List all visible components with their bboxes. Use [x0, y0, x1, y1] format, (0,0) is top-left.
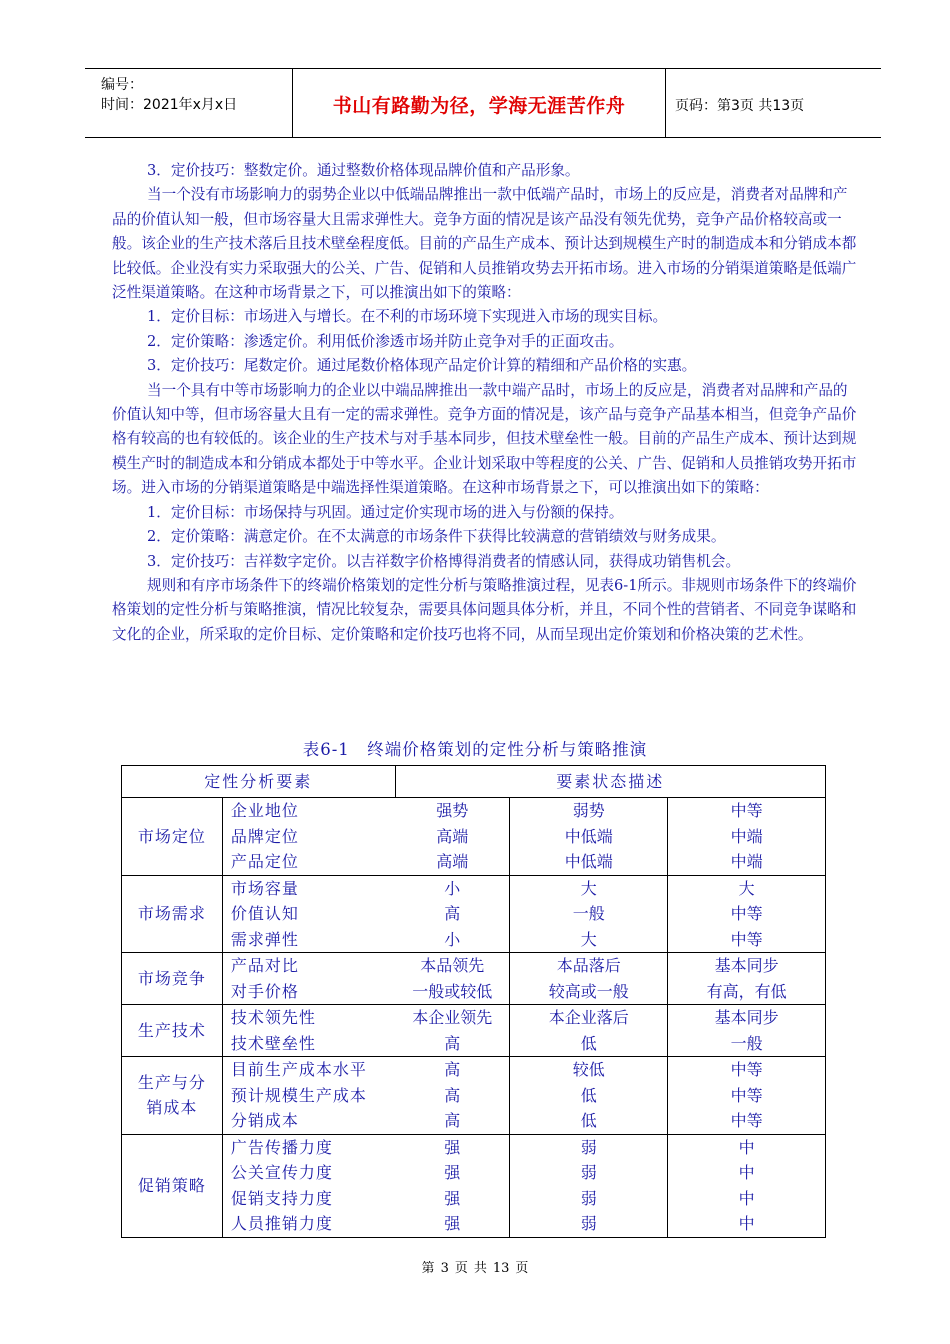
- factor-label-cell: [222, 798, 395, 876]
- footer-page-number: 3: [440, 1261, 449, 1276]
- group-name-cell: 市场竞争: [122, 953, 223, 1005]
- state-strong: 小: [444, 929, 461, 949]
- state-medium: 中: [738, 1188, 755, 1208]
- state-weak: 弱: [580, 1163, 597, 1182]
- factor-label: 技术壁垒性: [230, 1033, 316, 1053]
- state-weak: 低: [580, 1085, 597, 1105]
- state-medium: 中等: [730, 929, 763, 949]
- table-row: [122, 1057, 826, 1135]
- footer-total-pages: 13: [492, 1261, 510, 1276]
- state-strong: 高端: [436, 852, 469, 871]
- state-weak: 本品落后: [556, 956, 621, 975]
- factor-label: 品牌定位: [230, 826, 299, 846]
- group-name-cell: 促销策略: [122, 1134, 223, 1237]
- paragraph: 1．定价目标：市场保持与巩固。通过定价实现市场的进入与份额的保持。: [147, 503, 624, 521]
- table-header-right: 要素状态描述: [395, 766, 825, 798]
- factor-label: 市场容量: [230, 878, 299, 898]
- factor-label-cell: [222, 1005, 395, 1057]
- paragraph: 当一个没有市场影响力的弱势企业以中低端品牌推出一款中低端产品时，市场上的反应是，消费者对品牌和产品的价值认知一般，但市场容量大且需求弹性大。竞争方面的情况是该产品没有领先优势，竞争产品价格较高或一般。该企业的生产技术落后且技术壁垒程度低。目前的产品生产成本、预计达到规模生产时的制造成本和分销成本都比较低。企业没有实力采取强大的公关、广告、促销和人员推销攻势去开拓市场。进入市场的分销渠道策略是低端广泛性渠道策略。在这种市场背景之下，可以推演出如下的策略：: [112, 186, 857, 302]
- state-medium-cell: [668, 953, 826, 1005]
- state-strong: 一般或较低: [412, 981, 493, 1001]
- table-row: [122, 798, 826, 876]
- state-strong: 本品领先: [420, 956, 485, 975]
- state-medium: 中等: [730, 904, 763, 923]
- time-label: 时间：2021年x月x日: [101, 97, 238, 113]
- paragraph: 1．定价目标：市场进入与增长。在不利的市场环境下实现进入市场的现实目标。: [147, 308, 668, 326]
- factor-label: 分销成本: [230, 1111, 299, 1130]
- factor-label: 公关宣传力度: [230, 1163, 333, 1182]
- state-weak: 弱: [580, 1188, 597, 1208]
- paragraph: 当一个具有中等市场影响力的企业以中端品牌推出一款中端产品时，市场上的反应是，消费者对品牌和产品的价值认知中等，但市场容量大且有一定的需求弹性。竞争方面的情况是，该产品与竞争产品基本相当，但竞争产品价格有较高的也有较低的。该企业的生产技术与对手基本同步，但技术壁垒性一般。目前的产品生产成本、预计达到规模生产时的制造成本和分销成本都处于中等水平。企业计划采取中等程度的公关、广告、促销和人员推销攻势开拓市场。进入市场的分销渠道策略是中端选择性渠道策略。在这种市场背景之下，可以推演出如下的策略：: [112, 381, 857, 497]
- paragraph: 3．定价技巧：整数定价。通过整数价格体现品牌价值和产品形象。: [147, 162, 580, 179]
- state-weak: 弱势: [572, 801, 605, 820]
- state-weak: 低: [580, 1111, 597, 1130]
- paragraph: 2．定价策略：满意定价。在不太满意的市场条件下获得比较满意的营销绩效与财务成果。: [147, 528, 726, 546]
- paragraph: 3．定价技巧：尾数定价。通过尾数价格体现产品定价计算的精细和产品价格的实惠。: [147, 357, 697, 375]
- state-weak-cell: [510, 875, 668, 953]
- factor-label: 企业地位: [230, 801, 299, 820]
- factor-label: 促销支持力度: [230, 1188, 333, 1208]
- footer-word: 页: [515, 1261, 529, 1276]
- state-weak: 中低端: [564, 826, 613, 846]
- state-weak: 本企业落后: [548, 1008, 629, 1027]
- state-weak-cell: [510, 1057, 668, 1135]
- state-medium: 基本同步: [714, 956, 779, 975]
- state-weak: 弱: [580, 1137, 597, 1157]
- paragraph: 2．定价策略：渗透定价。利用低价渗透市场并防止竞争对手的正面攻击。: [147, 332, 624, 350]
- factor-label-cell: [222, 953, 395, 1005]
- serial-label: 编号：: [101, 77, 143, 93]
- factor-label: 需求弹性: [230, 929, 299, 949]
- table-header-row: [122, 766, 826, 798]
- state-medium-cell: [668, 1134, 826, 1237]
- paragraph: 规则和有序市场条件下的终端价格策划的定性分析与策略推演过程，见表6-1所示。非规则市场条件下的终端价格策划的定性分析与策略推演，情况比较复杂，需要具体问题具体分析，并且，不同个性的营销者、不同竞争谋略和文化的企业，所采取的定价目标、定价策略和定价技巧也将不同，从而呈现出定价策划和价格决策的艺术性。: [112, 576, 857, 643]
- group-name-cell: 市场定位: [122, 798, 223, 876]
- page-header: [85, 68, 881, 138]
- group-name-cell: 生产技术: [122, 1005, 223, 1057]
- state-strong-cell: [395, 798, 510, 876]
- state-strong-cell: [395, 875, 510, 953]
- factor-label: 预计规模生产成本: [230, 1085, 367, 1105]
- header-left-cell: [85, 69, 292, 137]
- factor-label-cell: [222, 1057, 395, 1135]
- factor-label: 产品对比: [230, 956, 299, 975]
- state-strong-cell: [395, 953, 510, 1005]
- state-strong: 高: [444, 1060, 461, 1079]
- footer-word: 共: [473, 1261, 487, 1276]
- state-strong: 本企业领先: [412, 1008, 493, 1027]
- state-medium: 中: [738, 1163, 755, 1182]
- header-motto-cell: [292, 69, 666, 137]
- header-right-cell: [665, 69, 881, 137]
- state-medium-cell: [668, 1005, 826, 1057]
- footer-word: 第: [421, 1261, 435, 1276]
- page-footer: [0, 1257, 950, 1276]
- table-row: [122, 1134, 826, 1237]
- state-medium: 基本同步: [714, 1008, 779, 1027]
- state-weak: 弱: [580, 1214, 597, 1233]
- state-weak: 大: [580, 878, 597, 898]
- state-strong: 强: [444, 1137, 461, 1157]
- state-strong: 强: [444, 1163, 461, 1182]
- state-weak: 较高或一般: [548, 981, 629, 1001]
- factor-label-cell: [222, 875, 395, 953]
- table-row: [122, 953, 826, 1005]
- state-strong-cell: [395, 1057, 510, 1135]
- group-name-line: 销成本: [146, 1098, 198, 1118]
- state-weak-cell: [510, 1005, 668, 1057]
- table-row: [122, 1005, 826, 1057]
- state-medium: 中等: [730, 1060, 763, 1079]
- state-medium: 中端: [730, 852, 763, 871]
- factor-label: 人员推销力度: [230, 1214, 333, 1233]
- state-strong: 高: [444, 1085, 461, 1105]
- factor-label: 目前生产成本水平: [230, 1060, 367, 1079]
- table-caption: 表6-1 终端价格策划的定性分析与策略推演: [302, 740, 648, 759]
- state-medium: 中等: [730, 1085, 763, 1105]
- state-medium: 中等: [730, 801, 763, 820]
- factor-label: 对手价格: [230, 981, 299, 1001]
- state-strong: 高端: [436, 826, 469, 846]
- state-strong: 强: [444, 1188, 461, 1208]
- group-name-cell: [122, 1057, 223, 1135]
- state-strong: 高: [444, 1033, 461, 1053]
- state-medium-cell: [668, 875, 826, 953]
- page-code: 页码：第3页 共13页: [675, 98, 805, 114]
- state-medium: 有高，有低: [706, 981, 787, 1001]
- state-weak: 一般: [572, 904, 605, 923]
- state-strong: 高: [444, 1111, 461, 1130]
- factor-label: 广告传播力度: [230, 1137, 333, 1157]
- state-strong: 强: [444, 1214, 461, 1233]
- body-text: [112, 159, 860, 647]
- table-header-left: 定性分析要素: [122, 766, 396, 798]
- group-name-cell: 市场需求: [122, 875, 223, 953]
- table-body: [122, 798, 826, 1238]
- state-weak: 较低: [572, 1060, 605, 1079]
- state-medium: 中端: [730, 826, 763, 846]
- motto: 书山有路勤为径，学海无涯苦作舟: [332, 95, 626, 117]
- factor-label: 产品定位: [230, 852, 299, 871]
- state-medium-cell: [668, 1057, 826, 1135]
- state-weak: 中低端: [564, 852, 613, 871]
- analysis-table: [121, 765, 826, 1238]
- state-strong: 高: [444, 904, 461, 923]
- group-name-line: 生产与分: [137, 1072, 206, 1092]
- state-medium-cell: [668, 798, 826, 876]
- state-weak-cell: [510, 798, 668, 876]
- footer-word: 页: [454, 1261, 468, 1276]
- factor-label: 技术领先性: [230, 1008, 316, 1027]
- state-strong: 小: [444, 878, 461, 898]
- state-strong: 强势: [436, 801, 469, 820]
- paragraph: 3．定价技巧：吉祥数字定价。以吉祥数字价格博得消费者的情感认同，获得成功销售机会。: [147, 552, 741, 570]
- factor-label: 价值认知: [230, 904, 299, 923]
- factor-label-cell: [222, 1134, 395, 1237]
- state-medium: 中: [738, 1137, 755, 1157]
- state-medium: 中等: [730, 1111, 763, 1130]
- table-row: [122, 875, 826, 953]
- state-medium: 一般: [730, 1033, 763, 1053]
- state-weak-cell: [510, 1134, 668, 1237]
- state-weak-cell: [510, 953, 668, 1005]
- state-strong-cell: [395, 1134, 510, 1237]
- state-medium: 中: [738, 1214, 755, 1233]
- state-weak: 低: [580, 1033, 597, 1053]
- state-strong-cell: [395, 1005, 510, 1057]
- state-weak: 大: [580, 929, 597, 949]
- state-medium: 大: [738, 878, 755, 898]
